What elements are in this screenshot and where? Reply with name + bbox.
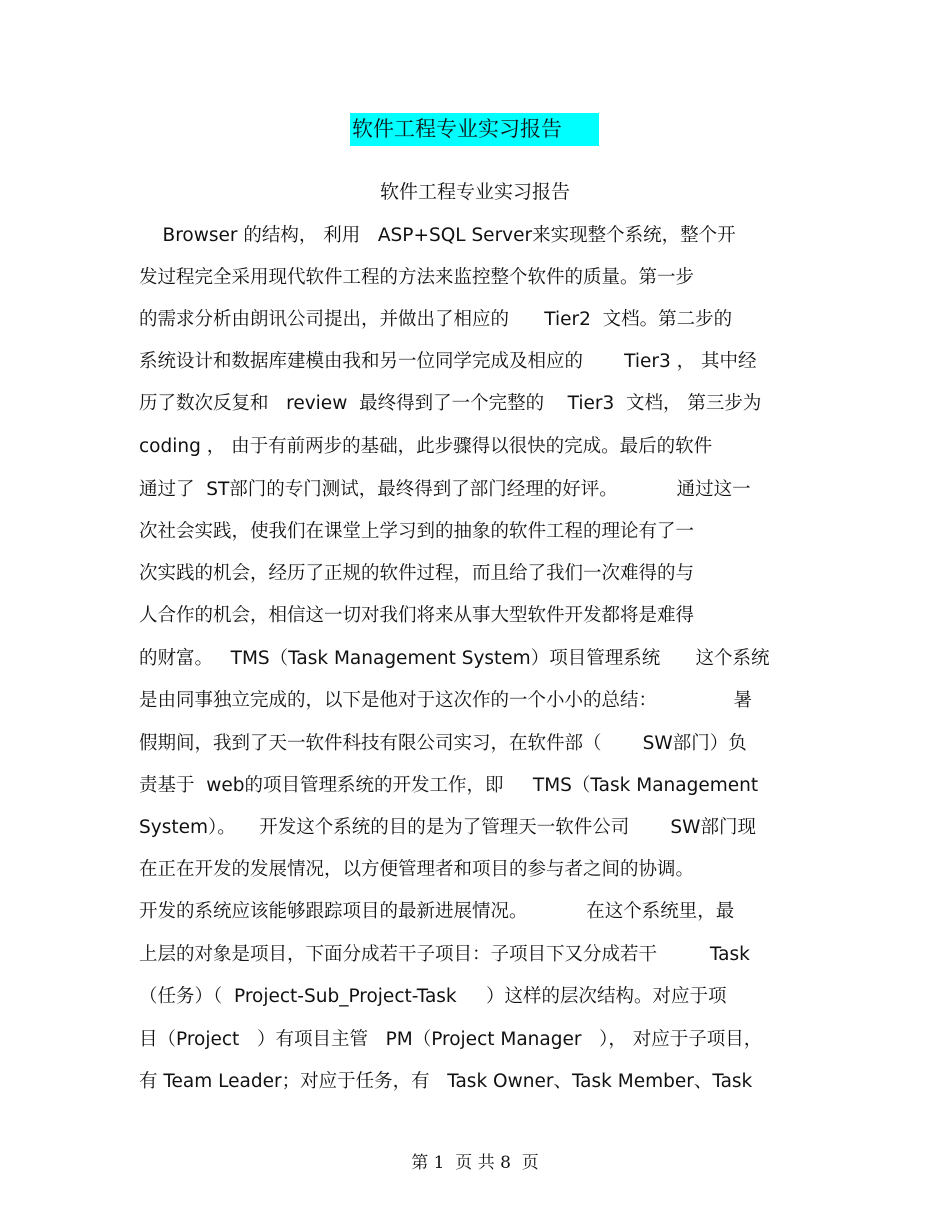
body-line-10: 人合作的机会，相信这一切对我们将来从事大型软件开发都将是难得 (139, 605, 695, 626)
document-subtitle: 软件工程专业实习报告 (379, 181, 570, 203)
body-line-9: 次实践的机会，经历了正规的软件过程，而且给了我们一次难得的与 (139, 563, 695, 584)
body-line-19: （任务）（ Project-Sub_Project-Task ）这样的层次结构。对应于项 (139, 986, 727, 1007)
body-line-3: 的需求分析由朗讯公司提出，并做出了相应的 Tier2 文档。第二步的 (139, 309, 733, 330)
body-line-15: System）。 开发这个系统的目的是为了管理天一软件公司 SW部门现 (139, 817, 756, 838)
body-line-18: 上层的对象是项目，下面分成若干子项目：子项目下又分成若干 Task (139, 944, 750, 965)
body-line-6: coding ， 由于有前两步的基础，此步骤得以很快的完成。最后的软件 (139, 436, 713, 457)
page-number-footer: 第 1 页 共 8 页 (411, 1153, 539, 1173)
body-line-7: 通过了 ST部门的专门测试，最终得到了部门经理的好评。 通过这一 (139, 479, 751, 500)
document-title: 软件工程专业实习报告 (350, 113, 599, 146)
body-line-8: 次社会实践，使我们在课堂上学习到的抽象的软件工程的理论有了一 (139, 521, 695, 542)
body-line-13: 假期间，我到了天一软件科技有限公司实习，在软件部（ SW部门）负 (139, 733, 747, 754)
body-line-2: 发过程完全采用现代软件工程的方法来监控整个软件的质量。第一步 (139, 267, 695, 288)
body-line-5: 历了数次反复和 review 最终得到了一个完整的 Tier3 文档， 第三步为 (139, 393, 762, 414)
body-line-16: 在正在开发的发展情况，以方便管理者和项目的参与者之间的协调。 (139, 859, 695, 880)
body-line-14: 责基于 web的项目管理系统的开发工作，即 TMS（Task Management (139, 775, 759, 796)
body-line-11: 的财富。 TMS（Task Management System）项目管理系统 这个系统 (139, 648, 770, 669)
body-line-17: 开发的系统应该能够跟踪项目的最新进展情况。 在这个系统里，最 (139, 901, 735, 922)
body-line-20: 目（Project ）有项目主管 PM（Project Manager ）， 对应于子项目， (139, 1029, 763, 1050)
body-line-1: Browser 的结构， 利用 ASP+SQL Server来实现整个系统，整个开 (139, 225, 736, 246)
body-line-4: 系统设计和数据库建模由我和另一位同学完成及相应的 Tier3 ， 其中经 (139, 351, 757, 372)
body-line-21: 有 Team Leader；对应于任务，有 Task Owner、Task Member、Task (139, 1071, 753, 1092)
body-line-12: 是由同事独立完成的，以下是他对于这次作的一个小小的总结： 暑 (139, 690, 752, 711)
